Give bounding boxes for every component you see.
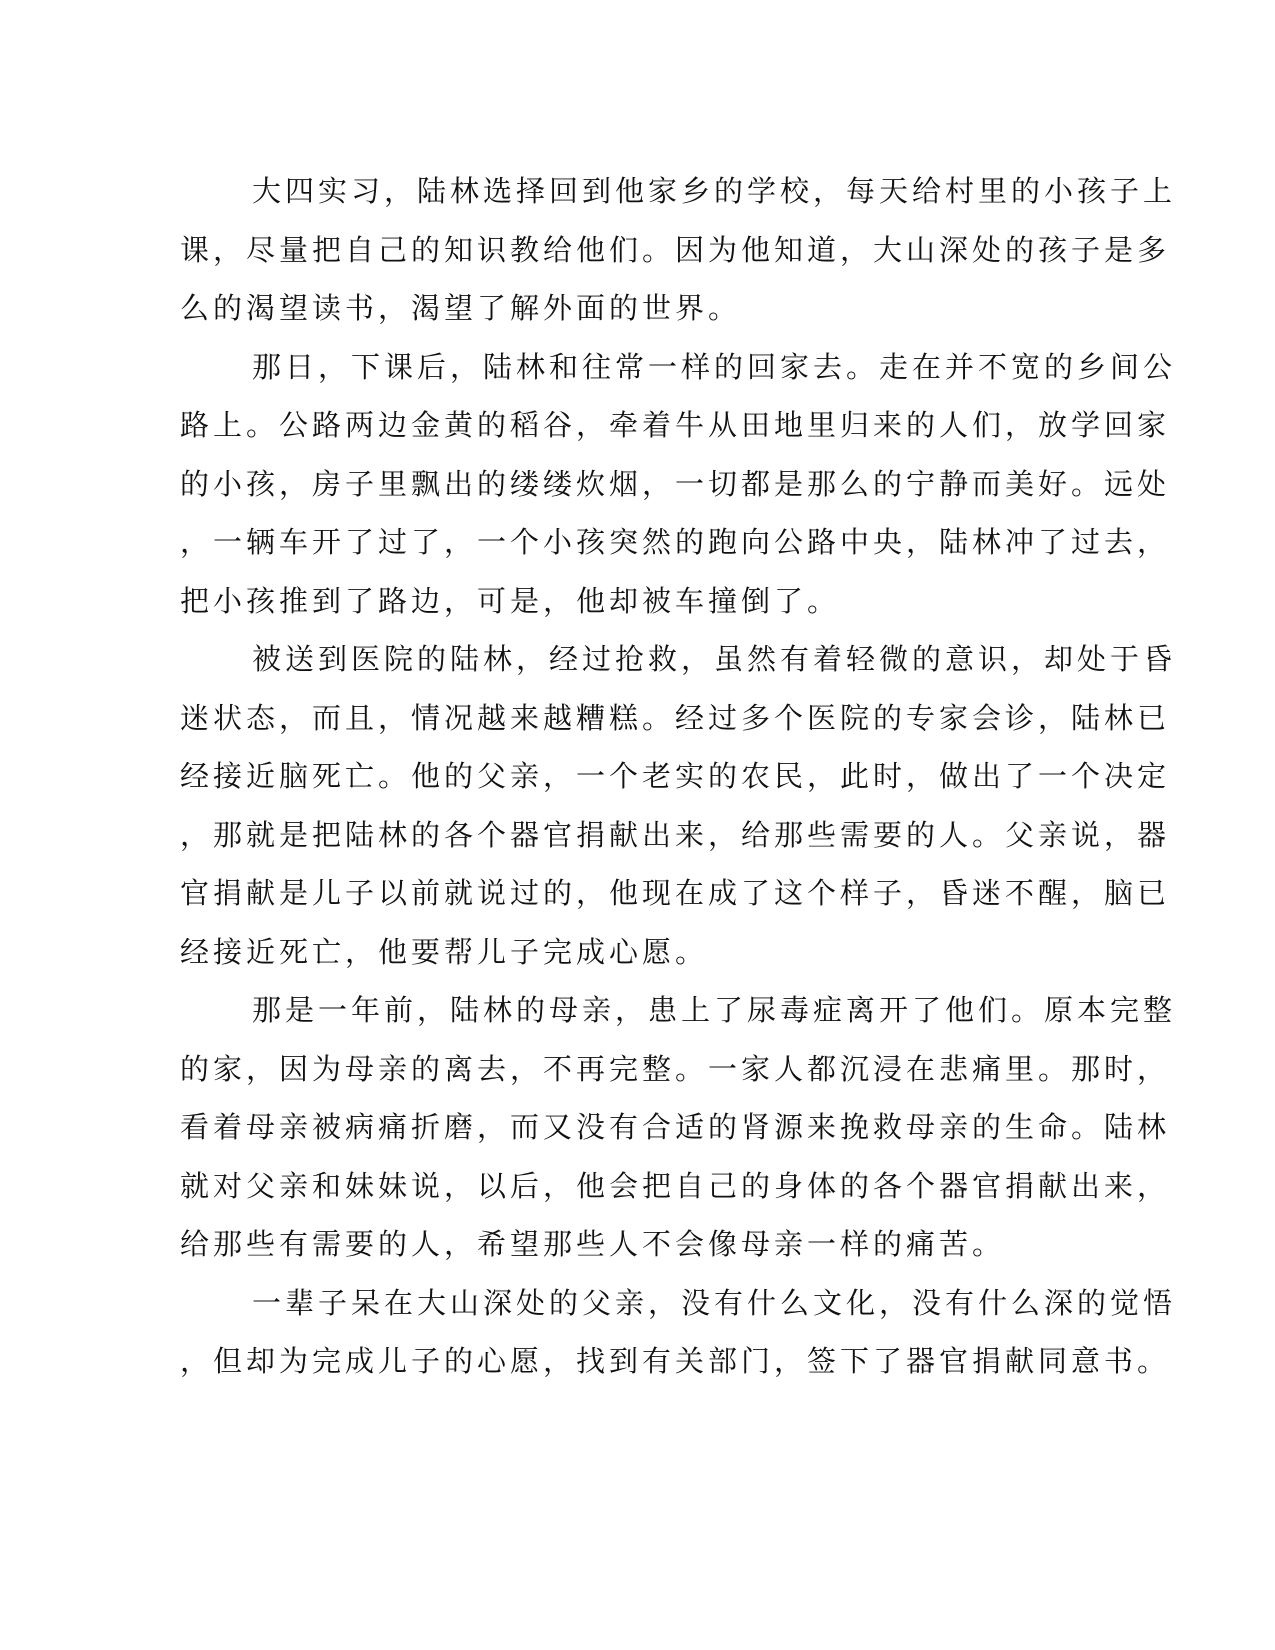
text-line: 给那些有需要的人，希望那些人不会像母亲一样的痛苦。 [180,1227,1006,1261]
text-line: ，那就是把陆林的各个器官捐献出来，给那些需要的人。父亲说，器 [180,817,1171,852]
text-line: 就对父亲和妹妹说，以后，他会把自己的身体的各个器官捐献出来， [180,1168,1171,1203]
paragraph-4 [180,981,1177,1274]
paragraph-5 [180,1274,1177,1391]
text-line: 被送到医院的陆林，经过抢救，虽然有着轻微的意识，却处于昏 [252,642,1177,676]
text-line: ，一辆车开了过了，一个小孩突然的跑向公路中央，陆林冲了过去， [180,525,1171,559]
text-line: 么的渴望读书，渴望了解外面的世界。 [180,291,742,325]
text-line: 经接近死亡，他要帮儿子完成心愿。 [180,934,709,969]
text-line: 那是一年前，陆林的母亲，患上了尿毒症离开了他们。原本完整 [252,993,1177,1027]
text-line: 那日，下课后，陆林和往常一样的回家去。走在并不宽的乡间公 [252,349,1177,384]
paragraph-2 [180,338,1177,631]
text-line: 的家，因为母亲的离去，不再完整。一家人都沉浸在悲痛里。那时， [180,1051,1171,1086]
text-line: 课，尽量把自己的知识教给他们。因为他知道，大山深处的孩子是多 [180,232,1171,267]
paragraph-3 [180,630,1177,981]
text-line: 路上。公路两边金黄的稻谷，牵着牛从田地里归来的人们，放学回家 [180,408,1171,442]
text-line: 一辈子呆在大山深处的父亲，没有什么文化，没有什么深的觉悟 [252,1285,1177,1320]
text-line: 的小孩，房子里飘出的缕缕炊烟，一切都是那么的宁静而美好。远处 [180,466,1171,501]
text-line: 官捐献是儿子以前就说过的，他现在成了这个样子，昏迷不醒，脑已 [180,876,1171,910]
document-body [180,162,1177,1391]
text-line: ，但却为完成儿子的心愿，找到有关部门，签下了器官捐献同意书。 [180,1344,1171,1378]
text-line: 大四实习，陆林选择回到他家乡的学校，每天给村里的小孩子上 [252,174,1177,208]
text-line: 把小孩推到了路边，可是，他却被车撞倒了。 [180,583,841,618]
paragraph-1 [180,162,1177,338]
text-line: 看着母亲被病痛折磨，而又没有合适的肾源来挽救母亲的生命。陆林 [180,1110,1171,1144]
text-line: 迷状态，而且，情况越来越糟糕。经过多个医院的专家会诊，陆林已 [180,700,1171,735]
text-line: 经接近脑死亡。他的父亲，一个老实的农民，此时，做出了一个决定 [180,759,1171,793]
